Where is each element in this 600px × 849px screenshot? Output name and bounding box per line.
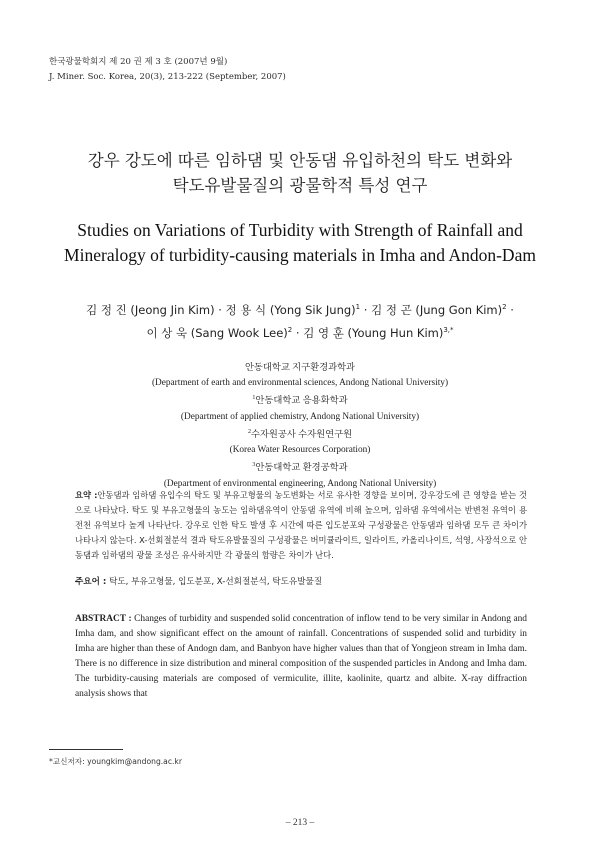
english-title-line1: Studies on Variations of Turbidity with Strength of Rainfall and	[77, 220, 523, 240]
english-title	[20, 218, 580, 268]
affiliation-kr-text: 안동대학교 환경공학과	[255, 463, 348, 474]
affiliation-mark: 3	[252, 462, 256, 469]
author-separator: ·	[292, 325, 304, 340]
english-abstract-text: Changes of turbidity and suspended solid concentration of inflow tend to be very similar in Andong and Imha dam, and show significant effect on the amount of rainfall. Concentrations of suspended solid and turbidity in Imha are higher than these of Andogn dam, and Banbyon have higher values than that of Yongjeon stream in Imha dam. There is no difference in size distribution and mineral composition of the suspended particles in Andong and Imha dam. The turbidity-causing materials are composed of vermiculite, illite, kaolinite, quartz and albite. X-ray diffraction analysis shows that	[75, 614, 527, 699]
author-name: 김 정 진 (Jeong Jin Kim)	[86, 302, 215, 317]
keywords-label: 주요어 :	[75, 577, 107, 587]
affiliation-mark: 1	[252, 395, 256, 402]
affiliation-kr	[20, 425, 580, 443]
author-name: 김 영 훈 (Young Hun Kim)	[303, 325, 444, 340]
english-abstract	[75, 612, 527, 702]
journal-header-en: J. Miner. Soc. Korea, 20(3), 213-222 (September, 2007)	[49, 72, 286, 82]
affiliation-kr-text: 안동대학교 응용화학과	[255, 396, 348, 407]
author-separator: ·	[214, 302, 226, 317]
author-line2	[20, 320, 580, 343]
author-separator: ·	[360, 302, 372, 317]
korean-title-line1: 강우 강도에 따른 임하댐 및 안동댐 유입하천의 탁도 변화와	[87, 151, 513, 170]
author-name: 정 용 식 (Yong Sik Jung)	[225, 302, 356, 317]
affiliation-en: (Department of earth and environmental sciences, Andong National University)	[151, 378, 449, 389]
korean-abstract-text: 안동댐과 임하댐 유입수의 탁도 및 부유고형물의 농도변화는 서로 유사한 경향을 보이며, 강우강도에 큰 영향을 받는 것으로 나타났다. 탁도 및 부유고형물의 농도는 임하댐유역이 안동댐 유역에 비해 높으며, 임하댐 유역에서는 반변천 유역이 용전천 유역보다 높게 나타난다. 강우로 인한 탁도 발생 후 시간에 따른 입도분포와 구성광물은 안동댐과 임하댐 모두 큰 차이가 나타나지 않는다. X-선회절분석 결과 탁도유발물질의 구성광물은 버미큘라이트, 일라이트, 카올리나이트, 석영, 사장석으로 안동댐과 임하댐의 광물 조성은 유사하지만 각 광물의 함량은 차이가 난다.	[75, 490, 527, 560]
affiliation-mark: 2	[502, 303, 507, 311]
corresponding-author-footnote: *교신저자: youngkim@andong.ac.kr	[49, 757, 182, 766]
page-number: – 213 –	[285, 818, 315, 828]
korean-title	[20, 148, 580, 198]
korean-abstract	[75, 488, 527, 563]
english-title-line2: Mineralogy of turbidity-causing materials in Imha and Andon-Dam	[64, 245, 536, 265]
author-list	[20, 297, 580, 343]
korean-abstract-label: 요약 :	[75, 490, 98, 500]
footnote-divider	[49, 749, 123, 750]
affiliation-kr	[20, 458, 580, 476]
korean-title-line2: 탁도유발물질의 광물학적 특성 연구	[172, 176, 428, 195]
affiliation-block	[20, 361, 580, 492]
author-line1	[20, 297, 580, 320]
affiliation-kr-text: 수자원공사 수자원연구원	[250, 430, 353, 440]
keywords-text: 탁도, 부유고형물, 입도분포, X-선회절분석, 탁도유발물질	[109, 577, 323, 587]
author-separator: ·	[506, 302, 514, 317]
keywords	[75, 575, 527, 587]
affiliation-mark: 3,*	[443, 325, 454, 334]
affiliation-en: (Department of environmental engineering, Andong National University)	[163, 478, 437, 489]
affiliation-mark: 2	[247, 428, 251, 435]
affiliation-mark: 1	[355, 303, 361, 311]
affiliation-mark: 2	[287, 325, 293, 334]
english-abstract-label: ABSTRACT :	[75, 614, 132, 624]
journal-header-kr: 한국광물학회지 제 20 권 제 3 호 (2007년 9월)	[49, 57, 228, 67]
affiliation-en: (Department of applied chemistry, Andong National University)	[180, 411, 420, 422]
affiliation-kr	[20, 391, 580, 409]
affiliation-en: (Korea Water Resources Corporation)	[229, 445, 371, 456]
author-name: 이 상 욱 (Sang Wook Lee)	[146, 325, 288, 340]
author-name: 김 정 곤 (Jung Gon Kim)	[371, 302, 503, 317]
affiliation-kr: 안동대학교 지구환경과학과	[244, 363, 356, 373]
journal-header	[49, 55, 286, 85]
